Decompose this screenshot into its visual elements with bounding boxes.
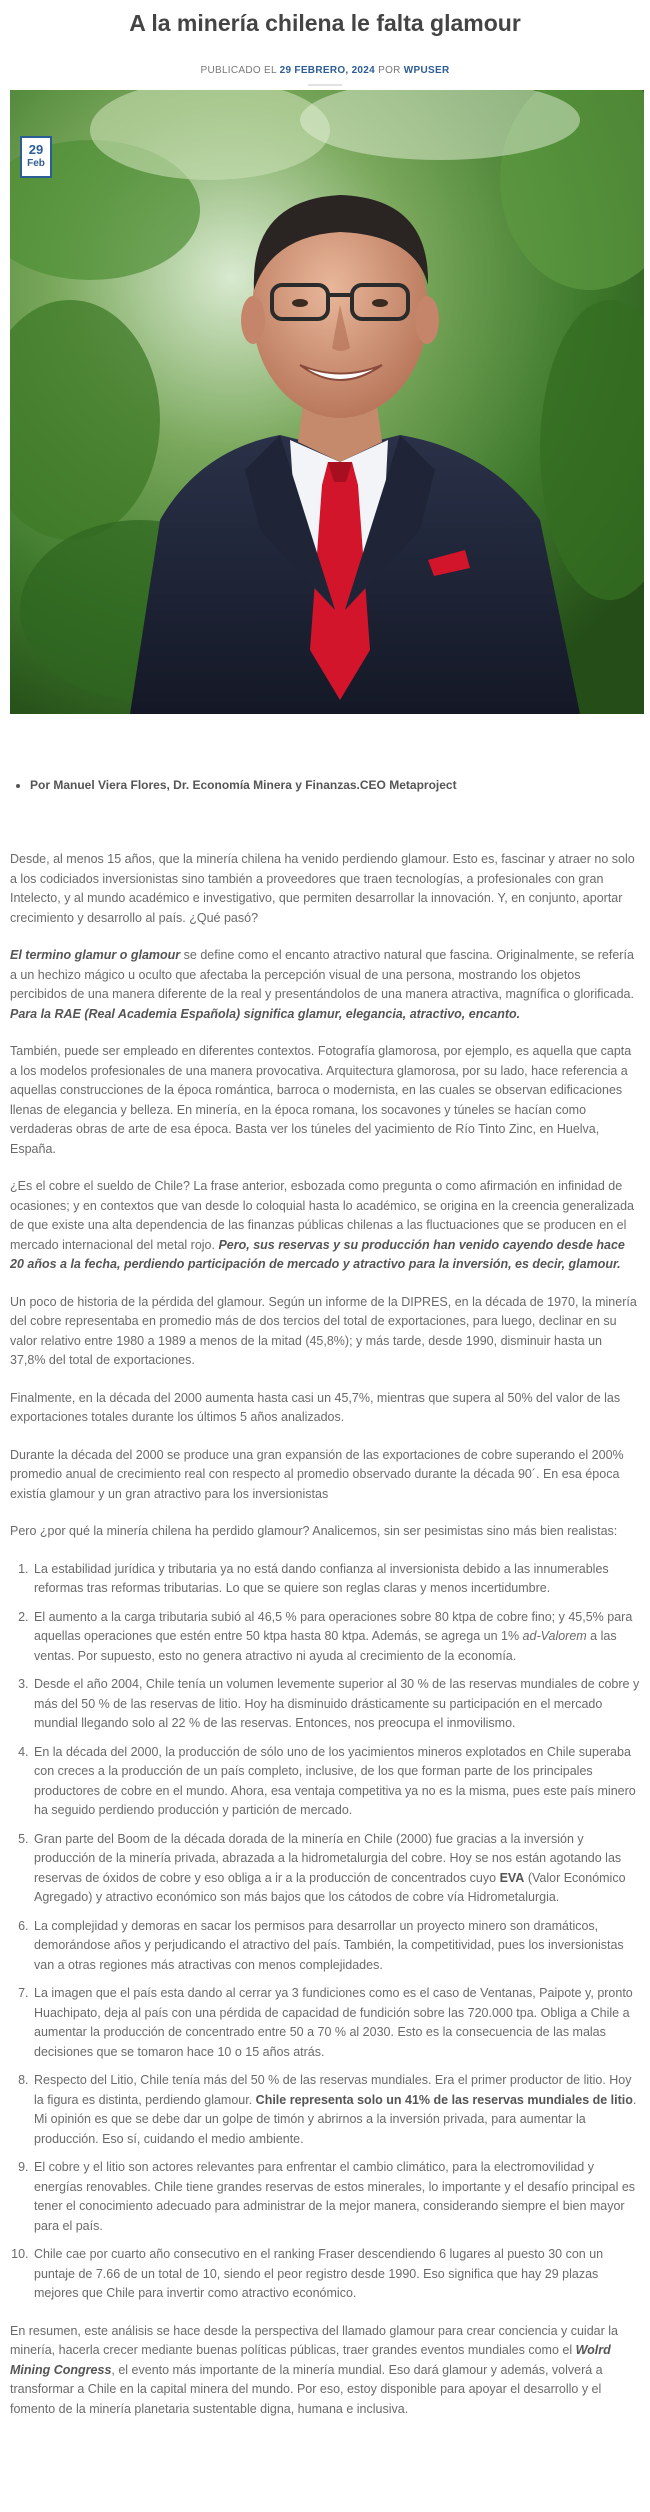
list-item: [32, 1830, 640, 1908]
author-byline: [10, 776, 640, 794]
list-item-text: Gran parte del Boom de la década dorada de la minería en Chile (2000) fue gracias a la inversión y producción de la minería privada, abrazada a la hidrometalurgia del cobre. Hoy se nos están agotando las reservas de óxidos de cobre y eso obliga a ir a la producción de concentrados cuyo: [34, 1831, 622, 1885]
paragraph-question: Pero ¿por qué la minería chilena ha perdido glamour? Analicemos, sin ser pesimistas sino más bien realistas:: [10, 1524, 618, 1538]
page-title: A la minería chilena le falta glamour: [129, 10, 521, 36]
article-body: [10, 850, 640, 2437]
title-divider: [308, 84, 342, 86]
byline-item: [30, 776, 640, 794]
summary-text: En resumen, este análisis se hace desde la perspectiva del llamado glamour para crear conciencia y cuidar la minería, hacerla crecer mediante buenas políticas públicas, traer grandes eventos mundiales como el: [10, 2323, 618, 2357]
paragraph-2000s: Finalmente, en la década del 2000 aumenta hasta casi un 45,7%, mientras que supera al 50% del valor de las exportaciones totales durante los últimos 5 años analizados.: [10, 1390, 621, 1424]
paragraph-contexts: También, puede ser empleado en diferentes contextos. Fotografía glamorosa, por ejemplo, es aquella que capta a los modelos profesionales de una manera provocativa. Arquitectura glamorosa, por su lado, hace referencia a aquellas construcciones de la época romántica, barroca o modernista, en las cuales se observan edificaciones llenas de elegancia y belleza. En minería, en la época romana, los socavones y túneles se hacían como verdaderas obras de arte de esa época. Basta ver los túneles del yacimiento de Río Tinto Zinc, en Huelva, España.: [10, 1044, 632, 1156]
list-item: [32, 2071, 640, 2149]
post-date-link[interactable]: 29 FEBRERO, 2024: [279, 65, 376, 76]
ad-valorem-term: ad-Valorem: [522, 1629, 587, 1643]
list-item: 6. La complejidad y demoras en sacar los permisos para desarrollar un proyecto minero son dramáticos, demorándose años y perjudicando el atractivo del país. También, la competitividad, pues los inversionistas van a otras regiones más atractivas con menos complejidades.: [32, 1917, 640, 1976]
list-item-tail: (Valor Económico Agregado) y atractivo económico son más bajos que los cátodos de cobre vía Hidrometalurgia.: [34, 1870, 626, 1904]
definition-term: El termino glamur o glamour: [10, 948, 181, 962]
list-item: [32, 1608, 640, 1667]
list-item: 7. La imagen que el país esta dando al cerrar ya 3 fundiciones como es el caso de Ventanas, Paipote y, pronto Huachipato, deja al país con una pérdida de capacidad de fundición sobre las 720.000 tpa. Obliga a Chile a aumentar la producción de concentrado entre 50 a 70 % al 2030. Esto es la consecuencia de las malas decisiones que se tomaron hace 10 o 15 años atrás.: [32, 1984, 640, 2062]
portrait-illustration: [10, 90, 644, 714]
lithium-reserves-emphasis: Chile representa solo un 41% de las reservas mundiales de litio: [255, 2092, 633, 2107]
copper-salary-text: ¿Es el cobre el sueldo de Chile? La frase anterior, esbozada como pregunta o como afirmación en infinidad de ocasiones; y en contextos que van desde lo coloquial hasta lo académico, se origina en la creencia generalizada de que existe una alta dependencia de las finanzas públicas chilenas a las fluctuaciones que se producen en el mercado internacional del metal rojo.: [10, 1179, 635, 1252]
wmc-event: Wolrd Mining Congress: [10, 2343, 611, 2377]
date-badge: [20, 136, 52, 178]
date-badge-month: Feb: [27, 158, 45, 169]
paragraph-copper-salary: [10, 1177, 640, 1275]
post-meta: [0, 64, 650, 78]
paragraph-intro: Desde, al menos 15 años, que la minería chilena ha venido perdiendo glamour. Esto es, fascinar y atraer no solo a los codiciados inversionistas sino también a proveedores que traen tecnologías, a profesionales con gran Intelecto, y al mundo académico e investigativo, que permiten desarrollar la innovación. Y, en conjunto, aportar crecimiento y desarrollo al país. ¿Qué pasó?: [10, 852, 635, 925]
copper-salary-emphasis: Pero, sus reservas y su producción han venido cayendo desde hace 20 años a la fecha, perdiendo participación de mercado y atractivo para la inversión, es decir, glamour.: [10, 1237, 625, 1271]
byline-text: Por Manuel Viera Flores, Dr. Economía Minera y Finanzas.: [30, 778, 360, 792]
meta-prefix: PUBLICADO EL: [200, 65, 277, 76]
byline-role: CEO Metaproject: [359, 778, 457, 792]
paragraph-history: Un poco de historia de la pérdida del glamour. Según un informe de la DIPRES, en la década de 1970, la minería del cobre representaba en promedio más de dos tercios del total de exportaciones, para luego, declinar en su valor relativo entre 1980 a 1989 a menos de la mitad (45,8%); y más tarde, desde 1990, disminuir hasta un 37,8% del total de exportaciones.: [10, 1294, 637, 1367]
list-item: 4. En la década del 2000, la producción de sólo uno de los yacimientos mineros explotados en Chile superaba con creces a la producción de un país completo, inclusive, de los que forman parte de los principales productores de cobre en el mundo. Ahora, esa ventaja competitiva ya no es la misma, pues este país minero ha seguido perdiendo producción y partición de mercado.: [32, 1743, 640, 1821]
list-item-text: El aumento a la carga tributaria subió al 46,5 % para operaciones sobre 80 ktpa de cobre fino; y 45,5% para aquellas operaciones que estén entre 50 ktpa hasta 80 ktpa. Además, se agrega un 1%: [34, 1609, 633, 1643]
author-link[interactable]: WPUSER: [403, 65, 450, 76]
rae-definition: Para la RAE (Real Academia Española) significa glamur, elegancia, atractivo, encanto.: [10, 1006, 521, 1021]
paragraph-expansion: Durante la década del 2000 se produce una gran expansión de las exportaciones de cobre superando el 200% promedio anual de crecimiento real con respecto al promedio observado durante la década 90´. En esa época existía glamour y un gran atractivo para los inversionistas: [10, 1447, 624, 1501]
byline-list: [10, 776, 640, 794]
featured-image: [10, 90, 644, 714]
list-item: 9. El cobre y el litio son actores relevantes para enfrentar el cambio climático, para la electromovilidad y energías renovables. Chile tiene grandes reservas de estos minerales, lo importante y el desafío principal es tener el conocimiento adecuado para administrar de la mejor manera, considerando siempre el bien mayor para el país.: [32, 2158, 640, 2236]
reasons-list: [10, 1560, 640, 2304]
list-item-tail: . Mi opinión es que se debe dar un golpe de timón y abrirnos a la inversión privada, para aumentar la producción. Eso sí, cuidando el medio ambiente.: [34, 2092, 637, 2146]
list-item-text: Respecto del Litio, Chile tenía más del 50 % de las reservas mundiales. Era el primer productor de litio. Hoy la figura es distinta, perdiendo glamour.: [34, 2073, 632, 2107]
definition-text: se define como el encanto atractivo natural que fascina. Originalmente, se refería a un hechizo mágico u oculto que afectaba la percepción visual de una persona, mostrando los objetos percibidos de una manera diferente de la real y presentándolos de una manera atractiva, magnífica o glorificada.: [10, 948, 634, 1001]
list-item-tail: a las ventas. Por supuesto, esto no genera atractivo ni ayuda al crecimiento de la economía.: [34, 1629, 617, 1663]
list-item: 10. Chile cae por cuarto año consecutivo en el ranking Fraser descendiendo 6 lugares al puesto 30 con un puntaje de 7.66 de un total de 10, siendo el peor registro desde 1990. Eso significa que hay 29 plazas mejores que Chile para invertir como atractivo económico.: [32, 2245, 640, 2304]
paragraph-summary: [10, 2322, 640, 2420]
meta-by: POR: [378, 65, 401, 76]
list-item: 3. Desde el año 2004, Chile tenía un volumen levemente superior al 30 % de las reservas mundiales de cobre y más del 50 % de las reservas de litio. Hoy ha disminuido drásticamente su participación en el mercado mundial llegando solo al 22 % de las reservas. Entonces, nos preocupa el inmovilismo.: [32, 1675, 640, 1734]
list-item: 1. La estabilidad jurídica y tributaria ya no está dando confianza al inversionista debido a las innumerables reformas tras reformas tributarias. Lo que se quiere son reglas claras y menos incertidumbre.: [32, 1560, 640, 1599]
summary-tail: , el evento más importante de la minería mundial. Eso dará glamour y además, volverá a transformar a Chile en la capital minera del mundo. Por eso, estoy disponible para apoyar el desarrollo y el fomento de la minería planetaria sustentable digna, humana e inclusiva.: [10, 2362, 603, 2416]
eva-term: EVA: [499, 1870, 525, 1885]
paragraph-definition: [10, 946, 640, 1024]
date-badge-day: 29: [28, 142, 44, 157]
